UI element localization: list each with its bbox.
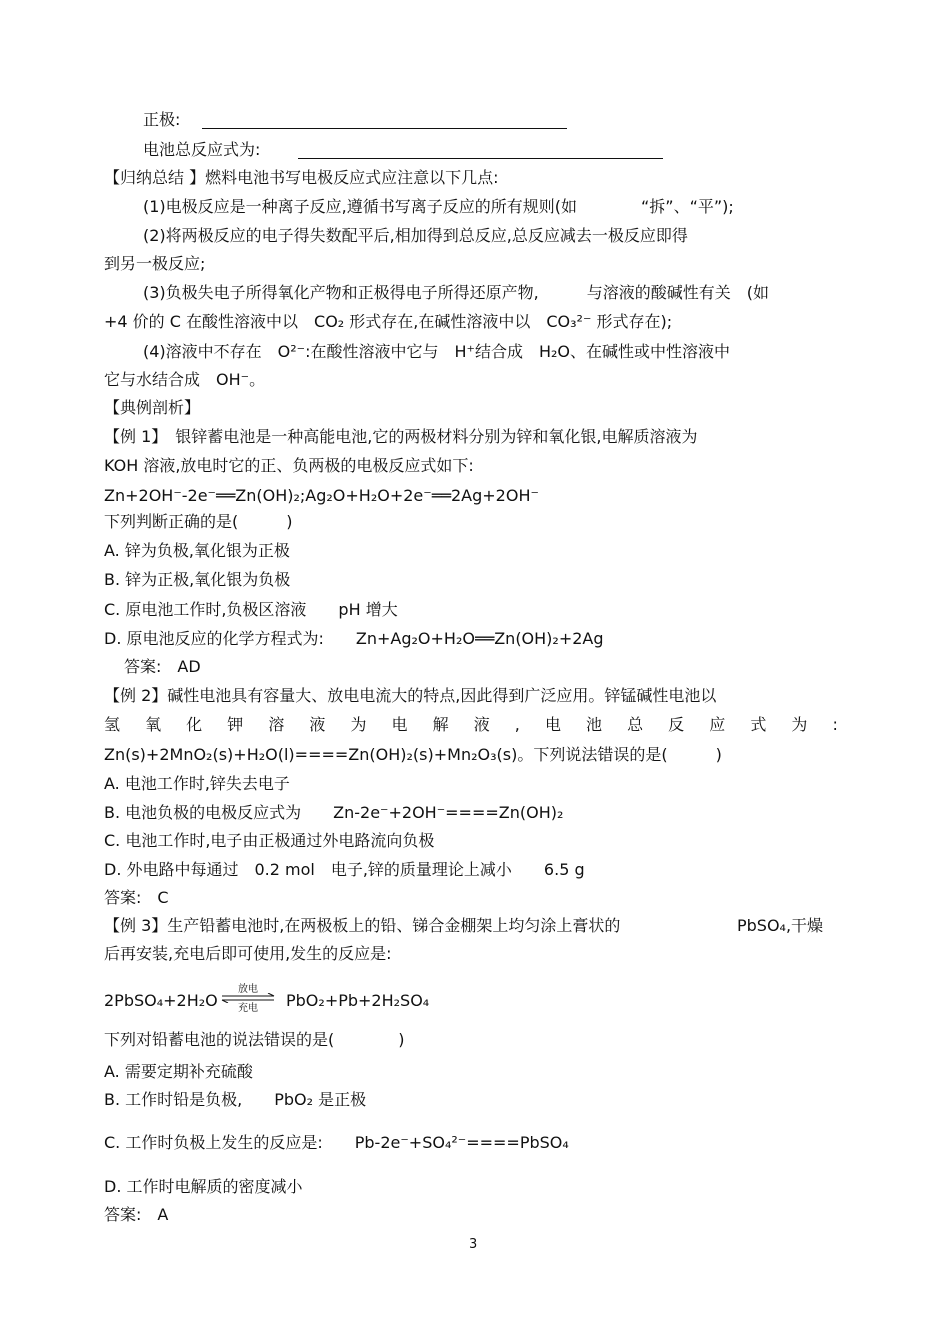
example-3-option-b: B. 工作时铅是负极, PbO₂ 是正极 <box>104 1090 367 1109</box>
example-1-answer: 答案: AD <box>124 657 201 676</box>
summary-point-2b: 到另一极反应; <box>104 254 206 273</box>
justified-char: 总 <box>627 715 644 734</box>
justified-char: 溶 <box>268 715 285 734</box>
justified-char: 为 <box>350 715 367 734</box>
justified-char: 电 <box>544 715 561 734</box>
example-3-line-1: 【例 3】生产铅蓄电池时,在两极板上的铅、锑合金棚架上均匀涂上膏状的 <box>104 916 621 935</box>
example-2-option-d: D. 外电路中每通过 0.2 mol 电子,锌的质量理论上减小 6.5 g <box>104 860 585 879</box>
total-reaction-label: 电池总反应式为: <box>143 140 261 159</box>
summary-point-3b: +4 价的 C 在酸性溶液中以 CO₂ 形式存在,在碱性溶液中以 CO₃²⁻ 形式存在); <box>104 312 673 331</box>
example-2-line-1: 【例 2】碱性电池具有容量大、放电电流大的特点,因此得到广泛应用。锌锰碱性电池以 <box>104 686 717 705</box>
reversible-arrow <box>220 980 276 1014</box>
total-reaction-blank <box>298 158 663 159</box>
example-2-line-3: Zn(s)+2MnO₂(s)+H₂O(l)====Zn(OH)₂(s)+Mn₂O₃(s)。下列说法错误的是( ) <box>104 745 722 764</box>
summary-point-4b: 它与水结合成 OH⁻。 <box>104 370 266 389</box>
positive-electrode-blank <box>202 128 567 129</box>
justified-char: 化 <box>186 715 203 734</box>
example-1-option-b: B. 锌为正极,氧化银为负极 <box>104 570 291 589</box>
example-3-line-1-right: PbSO₄,干燥 <box>737 916 824 935</box>
justified-char: 氧 <box>145 715 162 734</box>
summary-heading: 【归纳总结 】燃料电池书写电极反应式应注意以下几点: <box>104 168 499 187</box>
example-1-question: 下列判断正确的是( ) <box>104 512 293 531</box>
example-1-option-a: A. 锌为负极,氧化银为正极 <box>104 541 290 560</box>
summary-point-4a: (4)溶液中不存在 O²⁻:在酸性溶液中它与 H⁺结合成 H₂O、在碱性或中性溶液中 <box>143 342 731 361</box>
justified-char: 解 <box>432 715 449 734</box>
positive-electrode-label: 正极: <box>143 110 181 129</box>
example-1-option-c: C. 原电池工作时,负极区溶液 pH 增大 <box>104 600 398 619</box>
justified-char: 式 <box>750 715 767 734</box>
example-1-option-d: D. 原电池反应的化学方程式为: Zn+Ag₂O+H₂O══Zn(OH)₂+2Ag <box>104 629 604 648</box>
examples-heading: 【典例剖析】 <box>104 398 201 417</box>
justified-char: 反 <box>668 715 685 734</box>
example-1-line-1: 【例 1】 银锌蓄电池是一种高能电池,它的两极材料分别为锌和氧化银,电解质溶液为 <box>104 427 698 446</box>
justified-char: : <box>832 715 838 734</box>
example-3-line-2: 后再安装,充电后即可使用,发生的反应是: <box>104 944 392 963</box>
summary-point-1: (1)电极反应是一种离子反应,遵循书写离子反应的所有规则(如 “拆”、“平”); <box>143 197 734 216</box>
example-1-line-2: KOH 溶液,放电时它的正、负两极的电极反应式如下: <box>104 456 474 475</box>
summary-point-2a: (2)将两极反应的电子得失数配平后,相加得到总反应,总反应减去一极反应即得 <box>143 226 688 245</box>
justified-char: 池 <box>586 715 603 734</box>
justified-char: 钾 <box>227 715 244 734</box>
example-3-equation-right: PbO₂+Pb+2H₂SO₄ <box>286 991 430 1010</box>
justified-char: , <box>514 715 520 734</box>
justified-char: 液 <box>309 715 326 734</box>
arrow-label-charge: 充电 <box>238 1003 258 1014</box>
justified-char: 为 <box>791 715 808 734</box>
example-3-option-d: D. 工作时电解质的密度减小 <box>104 1177 303 1196</box>
arrow-label-discharge: 放电 <box>238 984 258 995</box>
example-1-equation: Zn+2OH⁻-2e⁻══Zn(OH)₂;Ag₂O+H₂O+2e⁻══2Ag+2OH⁻ <box>104 486 539 505</box>
example-2-line-2 <box>104 715 838 735</box>
example-2-answer: 答案: C <box>104 888 169 907</box>
justified-char: 液 <box>473 715 490 734</box>
example-2-option-c: C. 电池工作时,电子由正极通过外电路流向负极 <box>104 831 435 850</box>
justified-char: 氢 <box>104 715 121 734</box>
justified-char: 电 <box>391 715 408 734</box>
example-2-option-b: B. 电池负极的电极反应式为 Zn-2e⁻+2OH⁻====Zn(OH)₂ <box>104 803 564 822</box>
summary-point-3a: (3)负极失电子所得氧化产物和正极得电子所得还原产物, 与溶液的酸碱性有关 (如 <box>143 283 769 302</box>
example-3-answer: 答案: A <box>104 1205 169 1224</box>
page-number: 3 <box>469 1237 478 1252</box>
example-3-equation-left: 2PbSO₄+2H₂O <box>104 991 218 1010</box>
example-3-question: 下列对铅蓄电池的说法错误的是( ) <box>104 1030 405 1049</box>
justified-char: 应 <box>709 715 726 734</box>
example-3-option-c: C. 工作时负极上发生的反应是: Pb-2e⁻+SO₄²⁻====PbSO₄ <box>104 1133 569 1152</box>
example-3-option-a: A. 需要定期补充硫酸 <box>104 1062 253 1081</box>
example-2-option-a: A. 电池工作时,锌失去电子 <box>104 774 290 793</box>
